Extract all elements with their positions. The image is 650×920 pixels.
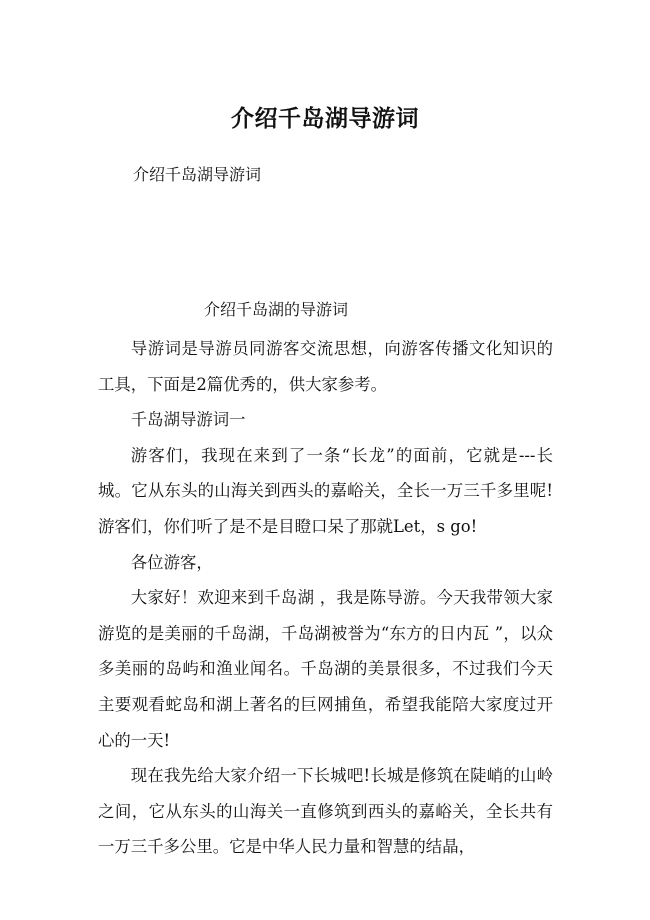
paragraph-intro: 导游词是导游员同游客交流思想，向游客传播文化知识的工具，下面是2篇优秀的，供大家参考。 (98, 339, 553, 394)
paragraph-welcome: 大家好！欢迎来到千岛湖 ，我是陈导游。今天我带领大家游览的是美丽的千岛湖，千岛湖被誉为“东方的日内瓦 ”，以众多美丽的岛屿和渔业闻名。千岛湖的美景很多，不过我们今天主要观看蛇岛和湖上著名的巨网捕鱼，希望我能陪大家度过开心的一天! (98, 588, 553, 750)
paragraph-great-wall-intro: 现在我先给大家介绍一下长城吧!长城是修筑在陡峭的山岭之间，它从东头的山海关一直修筑到西头的嘉峪关，全长共有一万三千多公里。它是中华人民力量和智慧的结晶， (98, 766, 553, 857)
section-heading: 介绍千岛湖的导游词 (204, 300, 349, 319)
paragraph-heading-one: 千岛湖导游词一 (130, 410, 246, 430)
document-body (98, 331, 553, 865)
document-title: 介绍千岛湖导游词 (231, 106, 419, 132)
paragraph-greeting: 各位游客， (130, 552, 213, 572)
paragraph-great-wall: 游客们，我现在来到了一条“长龙”的面前，它就是---长城。它从东头的山海关到西头的嘉峪关，全长一万三千多里呢!游客们，你们听了是不是目瞪口呆了那就Let，s go! (98, 445, 553, 536)
document-subtitle: 介绍千岛湖导游词 (133, 165, 262, 184)
